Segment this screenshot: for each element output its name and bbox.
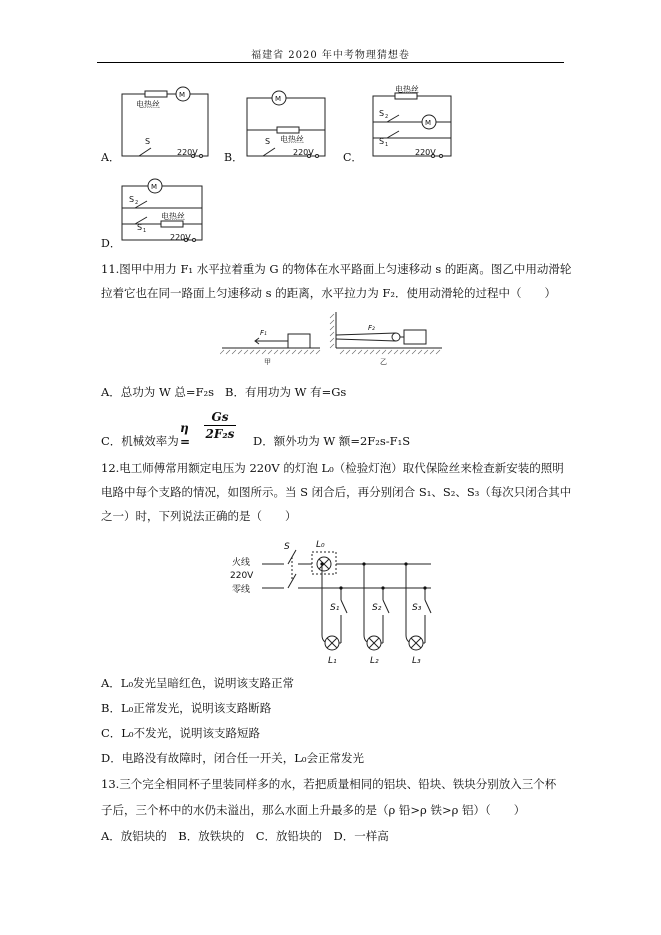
q12-stem-line2: 电路中每个支路的情况，如图所示。当 S 闭合后，再分别闭合 S₁、S₂、S₃（每次只闭合其中	[101, 485, 572, 499]
page-header: 福建省 2020 年中考物理猜想卷	[251, 50, 410, 61]
q13-stem-line1: 13.三个完全相同杯子里装同样多的水，若把质量相同的铝块、铅块、铁块分别放入三个杯	[101, 777, 557, 791]
svg-text:220V: 220V	[293, 148, 314, 157]
q12-stem-line1: 12.电工师傅常用额定电压为 220V 的灯泡 L₀（检验灯泡）取代保险丝来检查新安装的照明	[101, 461, 564, 475]
q11-option-c[interactable]: C．机械效率为	[101, 434, 179, 448]
svg-text:电热丝: 电热丝	[395, 85, 419, 94]
svg-text:电热丝: 电热丝	[136, 100, 160, 109]
q13-stem-line2: 子后，三个杯中的水仍未溢出，那么水面上升最多的是（ρ 铅>ρ 铁>ρ 铝）（ ）	[101, 803, 526, 817]
circuit-a	[122, 87, 208, 158]
q11-option-b[interactable]: B．有用功为 W 有=Gs	[225, 385, 347, 399]
svg-text:220V: 220V	[415, 148, 436, 157]
svg-text:220V: 220V	[177, 148, 198, 157]
svg-text:L₂: L₂	[370, 656, 379, 665]
svg-text:S: S	[129, 195, 135, 204]
svg-text:1: 1	[143, 228, 147, 234]
q10-option-a[interactable]: A．	[101, 151, 120, 164]
svg-text:S: S	[145, 137, 151, 146]
svg-text:M: M	[275, 95, 282, 103]
q12-circuit-figure	[226, 535, 451, 665]
svg-text:2: 2	[385, 114, 389, 120]
svg-text:S: S	[137, 223, 143, 232]
svg-text:S: S	[284, 542, 290, 552]
header-rule	[97, 62, 564, 63]
svg-text:L₀: L₀	[316, 540, 325, 550]
svg-text:L₃: L₃	[412, 656, 421, 665]
svg-text:1: 1	[385, 142, 389, 148]
q11-figure	[220, 310, 445, 368]
q11-stem-line1: 11.图甲中用力 F₁ 水平拉着重为 G 的物体在水平路面上匀速移动 s 的距离。图乙中用动滑轮	[101, 262, 572, 276]
svg-text:乙: 乙	[380, 358, 387, 366]
q10-option-d[interactable]: D．	[101, 237, 121, 250]
q13-options[interactable]: A．放铝块的 B．放铁块的 C．放铅块的 D．一样高	[101, 829, 389, 843]
svg-text:电热丝: 电热丝	[161, 212, 185, 221]
q12-stem-line3: 之一）时，下列说法正确的是（ ）	[101, 509, 297, 523]
svg-text:S: S	[379, 109, 385, 118]
q11-stem-line2: 拉着它也在同一路面上匀速移动 s 的距离，水平拉力为 F₂．使用动滑轮的过程中（ ）	[101, 286, 556, 300]
q12-option-b[interactable]: B．L₀正常发光，说明该支路断路	[101, 701, 272, 715]
svg-text:S: S	[265, 137, 271, 146]
q12-option-c[interactable]: C．L₀不发光，说明该支路短路	[101, 726, 261, 740]
svg-text:火线: 火线	[232, 558, 251, 568]
svg-text:2: 2	[135, 200, 139, 206]
svg-text:M: M	[151, 183, 158, 191]
q12-option-a[interactable]: A．L₀发光呈暗红色，说明该支路正常	[101, 676, 295, 690]
q12-option-d[interactable]: D．电路没有故障时，闭合任一开关，L₀会正常发光	[101, 751, 364, 765]
svg-text:S₂: S₂	[372, 603, 382, 613]
svg-text:甲: 甲	[264, 358, 271, 366]
svg-text:S₁: S₁	[330, 603, 340, 613]
svg-text:220V: 220V	[170, 233, 191, 242]
svg-text:M: M	[179, 91, 186, 99]
svg-text:零线: 零线	[232, 585, 251, 595]
q10-option-c[interactable]: C．	[343, 151, 363, 164]
q10-circuit-options	[95, 82, 475, 252]
svg-text:M: M	[425, 119, 432, 127]
svg-text:S: S	[379, 137, 385, 146]
q10-option-b[interactable]: B．	[224, 151, 244, 164]
q11-option-d[interactable]: D．额外功为 W 额=2F₂s-F₁S	[253, 434, 411, 448]
svg-text:220V: 220V	[230, 571, 254, 581]
q11-option-a[interactable]: A．总功为 W 总=F₂s	[101, 385, 215, 399]
svg-text:F₁: F₁	[260, 329, 267, 337]
svg-text:F₂: F₂	[368, 324, 375, 332]
svg-text:L₁: L₁	[328, 656, 337, 665]
svg-text:电热丝: 电热丝	[280, 135, 304, 144]
svg-text:S₃: S₃	[412, 603, 422, 613]
